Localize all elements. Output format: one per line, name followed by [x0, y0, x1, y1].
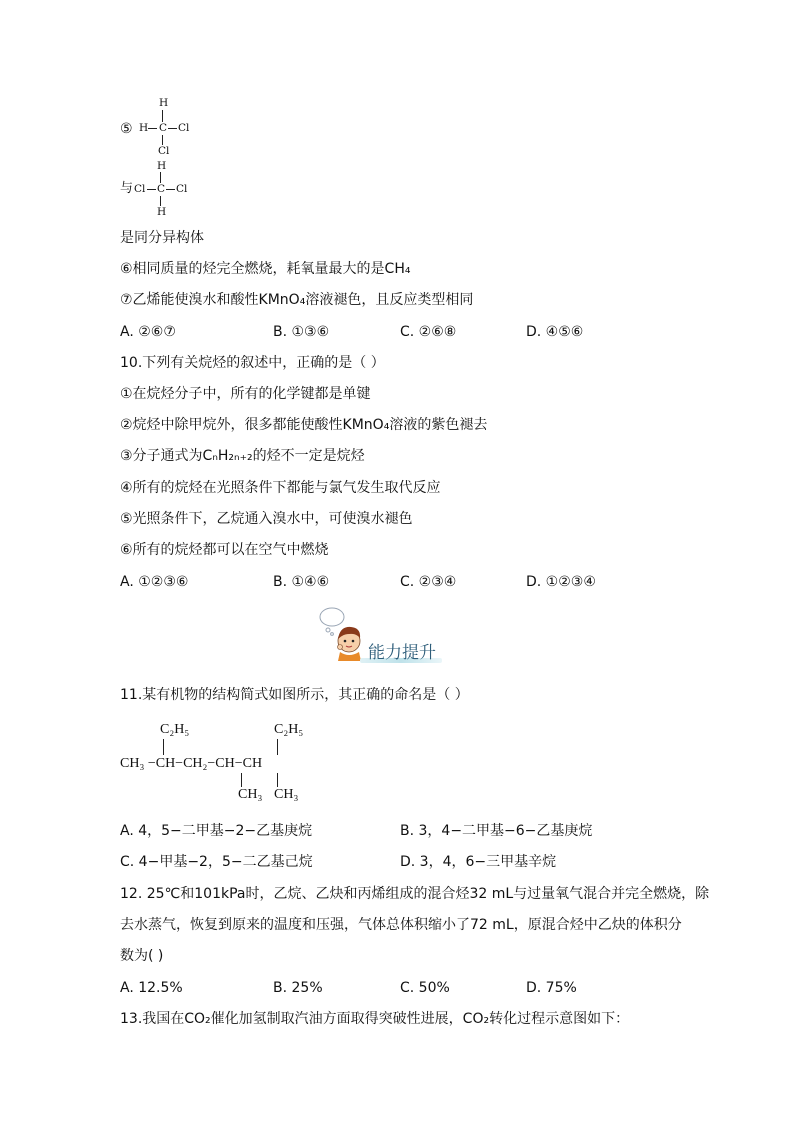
q11-stem: 11.某有机物的结构简式如图所示，其正确的命名是（ ） — [120, 687, 469, 703]
option-a[interactable]: A. 12.5% — [120, 980, 183, 996]
bond — [148, 128, 157, 129]
option-a[interactable]: A. ②⑥⑦ — [120, 324, 176, 340]
option-b[interactable]: B. ①③⑥ — [273, 324, 330, 340]
option-b[interactable]: B. 3，4−二甲基−6−乙基庚烷 — [400, 823, 593, 839]
q10-item-5: ⑤光照条件下，乙烷通入溴水中，可使溴水褪色 — [120, 511, 413, 527]
bond — [277, 773, 278, 787]
bond — [166, 189, 175, 190]
q10-stem: 10.下列有关烷烃的叙述中，正确的是（ ） — [120, 355, 385, 371]
q10-item-4: ④所有的烷烃在光照条件下都能与氯气发生取代反应 — [120, 480, 441, 496]
atom-h-top: H — [159, 97, 169, 109]
q12-stem-line-3: 数为( ) — [120, 948, 164, 964]
substituent-ethyl-1: C₂H₅ — [160, 722, 190, 737]
option-c[interactable]: C. 4−甲基−2，5−二乙基己烷 — [120, 854, 313, 870]
option-d[interactable]: D. 75% — [526, 980, 577, 996]
section-title: 能力提升 — [368, 643, 436, 663]
q10-item-6: ⑥所有的烷烃都可以在空气中燃烧 — [120, 542, 329, 558]
bond — [277, 739, 278, 755]
option-b[interactable]: B. ①④⑥ — [273, 574, 330, 590]
option-c[interactable]: C. ②③④ — [400, 574, 457, 590]
option-d[interactable]: D. 3，4，6−三甲基辛烷 — [400, 854, 557, 870]
statement-6: ⑥相同质量的烃完全燃烧，耗氧量最大的是CH₄ — [120, 261, 411, 277]
q10-item-1: ①在烷烃分子中，所有的化学键都是单键 — [120, 386, 371, 402]
item-marker: ⑤ — [120, 121, 133, 137]
bond — [241, 773, 242, 787]
atom-cl-right: Cl — [178, 122, 190, 134]
q12-stem-line-2: 去水蒸气，恢复到原来的温度和压强，气体总体积缩小了72 mL，原混合烃中乙炔的体积分 — [120, 917, 682, 933]
option-d[interactable]: D. ④⑤⑥ — [526, 324, 584, 340]
substituent-ethyl-2: C₂H₅ — [274, 722, 304, 737]
statement-5-conclusion: 是同分异构体 — [120, 230, 204, 246]
atom-cl-left: Cl — [134, 183, 146, 195]
option-c[interactable]: C. 50% — [400, 980, 450, 996]
q13-stem: 13.我国在CO₂催化加氢制取汽油方面取得突破性进展，CO₂转化过程示意图如下： — [120, 1011, 630, 1027]
statement-7: ⑦乙烯能使溴水和酸性KMnO₄溶液褪色，且反应类型相同 — [120, 292, 474, 308]
q10-item-3: ③分子通式为CₙH₂ₙ₊₂的烃不一定是烷烃 — [120, 448, 365, 464]
option-a[interactable]: A. ①②③⑥ — [120, 574, 189, 590]
option-d[interactable]: D. ①②③④ — [526, 574, 596, 590]
atom-h-top: H — [157, 160, 167, 172]
bond — [160, 196, 161, 206]
bond — [162, 135, 163, 145]
q10-item-2: ②烷烃中除甲烷外，很多都能使酸性KMnO₄溶液的紫色褪去 — [120, 417, 488, 433]
bond — [162, 110, 163, 122]
atom-c: C — [159, 122, 168, 134]
bond — [160, 172, 161, 183]
bond — [163, 739, 164, 755]
thinking-boy-icon — [318, 603, 370, 663]
q12-stem-line-1: 12. 25℃和101kPa时，乙烷、乙炔和丙烯组成的混合烃32 mL与过量氧气混合并完全燃烧，除 — [120, 886, 710, 902]
main-chain: CH₃ −CH−CH₂−CH−CH — [120, 756, 263, 771]
atom-cl-right: Cl — [176, 183, 188, 195]
atom-c: C — [157, 183, 166, 195]
atom-cl-bottom: Cl — [158, 145, 170, 157]
option-c[interactable]: C. ②⑥⑧ — [400, 324, 457, 340]
substituent-methyl-1: CH₃ — [238, 787, 263, 802]
connector-text: 与 — [120, 181, 134, 196]
substituent-methyl-2: CH₃ — [274, 787, 299, 802]
bond — [147, 189, 156, 190]
bond — [168, 128, 177, 129]
atom-h-bottom: H — [157, 206, 167, 218]
atom-h-left: H — [139, 122, 149, 134]
section-banner — [318, 603, 458, 663]
option-b[interactable]: B. 25% — [273, 980, 323, 996]
option-a[interactable]: A. 4，5−二甲基−2−乙基庚烷 — [120, 823, 313, 839]
